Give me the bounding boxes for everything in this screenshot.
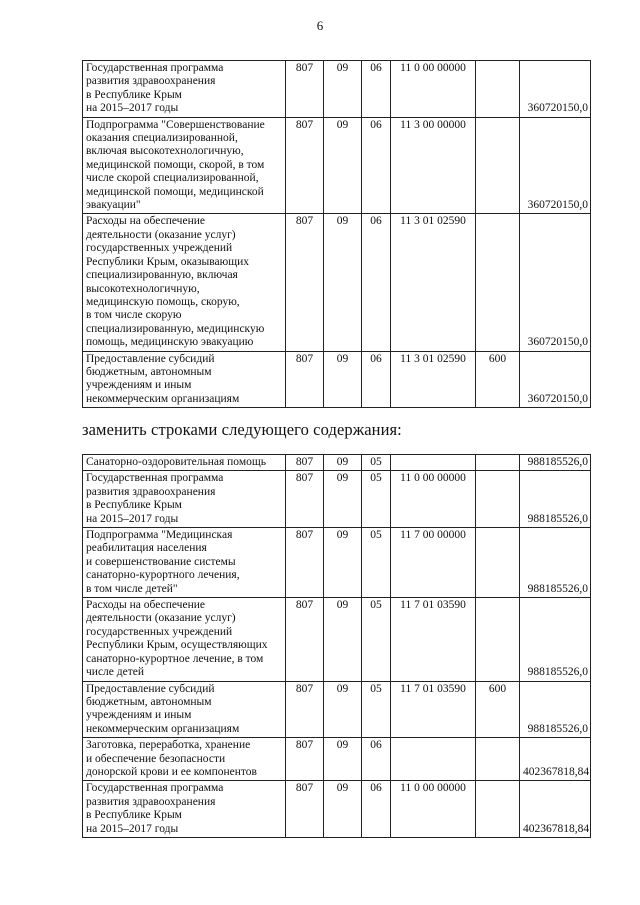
amount: 360720150,0 [520, 351, 591, 408]
section-code: 09 [324, 598, 362, 681]
amount: 402367818,84 [520, 781, 591, 838]
row-name: Санаторно-оздоровительная помощь [83, 455, 286, 471]
subsection-code: 06 [362, 738, 391, 781]
section-code: 09 [324, 351, 362, 408]
expense-type-code [476, 117, 520, 214]
amount: 988185526,0 [520, 681, 591, 738]
subsection-code: 06 [362, 117, 391, 214]
subsection-code: 06 [362, 214, 391, 351]
table-row [83, 455, 591, 471]
section-code: 09 [324, 214, 362, 351]
subsection-code: 05 [362, 598, 391, 681]
ministry-code: 807 [286, 598, 324, 681]
subsection-code: 05 [362, 681, 391, 738]
budget-table-top [82, 60, 591, 408]
target-item-code [391, 455, 476, 471]
row-name: Государственная программа развития здравоохранения в Республике Крым на 2015–2017 годы [83, 61, 286, 118]
section-code: 09 [324, 681, 362, 738]
row-name: Предоставление субсидий бюджетным, автономным учреждениям и иным некоммерческим организациям [83, 681, 286, 738]
subsection-code: 05 [362, 471, 391, 528]
page-number: 6 [316, 18, 324, 33]
section-code: 09 [324, 471, 362, 528]
ministry-code: 807 [286, 351, 324, 408]
amount: 360720150,0 [520, 214, 591, 351]
section-code: 09 [324, 117, 362, 214]
target-item-code: 11 0 00 00000 [391, 781, 476, 838]
amount: 402367818,84 [520, 738, 591, 781]
intro-text: заменить строками следующего содержания: [82, 420, 402, 439]
table-row [83, 471, 591, 528]
subsection-code: 06 [362, 351, 391, 408]
ministry-code: 807 [286, 117, 324, 214]
budget-table-bottom [82, 454, 591, 838]
expense-type-code [476, 781, 520, 838]
ministry-code: 807 [286, 471, 324, 528]
amount: 988185526,0 [520, 598, 591, 681]
amount: 988185526,0 [520, 455, 591, 471]
row-name: Государственная программа развития здравоохранения в Республике Крым на 2015–2017 годы [83, 781, 286, 838]
table-row [83, 738, 591, 781]
row-name: Расходы на обеспечение деятельности (оказание услуг) государственных учреждений Республики Крым, оказывающих специализированную, включая высокотехнологичную, медицинскую помощь, скорую, в том числе скорую специализированную, медицинскую помощь, медицинскую эвакуацию [83, 214, 286, 351]
row-name: Расходы на обеспечение деятельности (оказание услуг) государственных учреждений Республики Крым, осуществляющих санаторно-курортное лечение, в том числе детей [83, 598, 286, 681]
section-code: 09 [324, 455, 362, 471]
ministry-code: 807 [286, 681, 324, 738]
amount: 360720150,0 [520, 117, 591, 214]
row-name: Государственная программа развития здравоохранения в Республике Крым на 2015–2017 годы [83, 471, 286, 528]
amount: 988185526,0 [520, 471, 591, 528]
table-row [83, 351, 591, 408]
target-item-code: 11 0 00 00000 [391, 471, 476, 528]
ministry-code: 807 [286, 455, 324, 471]
table-row [83, 598, 591, 681]
ministry-code: 807 [286, 528, 324, 598]
expense-type-code [476, 455, 520, 471]
subsection-code: 05 [362, 455, 391, 471]
table-row [83, 214, 591, 351]
expense-type-code [476, 471, 520, 528]
ministry-code: 807 [286, 738, 324, 781]
ministry-code: 807 [286, 781, 324, 838]
row-name: Предоставление субсидий бюджетным, автономным учреждениям и иным некоммерческим организациям [83, 351, 286, 408]
section-code: 09 [324, 528, 362, 598]
expense-type-code [476, 738, 520, 781]
table-row [83, 681, 591, 738]
expense-type-code [476, 214, 520, 351]
table-row [83, 781, 591, 838]
subsection-code: 06 [362, 61, 391, 118]
subsection-code: 05 [362, 528, 391, 598]
table-row [83, 61, 591, 118]
target-item-code: 11 3 00 00000 [391, 117, 476, 214]
section-code: 09 [324, 781, 362, 838]
target-item-code: 11 0 00 00000 [391, 61, 476, 118]
table-row [83, 528, 591, 598]
target-item-code: 11 3 01 02590 [391, 351, 476, 408]
ministry-code: 807 [286, 214, 324, 351]
target-item-code: 11 7 00 00000 [391, 528, 476, 598]
subsection-code: 06 [362, 781, 391, 838]
ministry-code: 807 [286, 61, 324, 118]
target-item-code: 11 7 01 03590 [391, 681, 476, 738]
expense-type-code: 600 [476, 681, 520, 738]
expense-type-code: 600 [476, 351, 520, 408]
amount: 360720150,0 [520, 61, 591, 118]
row-name: Подпрограмма "Совершенствование оказания специализированной, включая высокотехнологичную, медицинской помощи, скорой, в том числе скорой специализированной, медицинской помощи, медицинской эвакуации" [83, 117, 286, 214]
target-item-code: 11 3 01 02590 [391, 214, 476, 351]
amount: 988185526,0 [520, 528, 591, 598]
section-code: 09 [324, 738, 362, 781]
row-name: Подпрограмма "Медицинская реабилитация населения и совершенствование системы санаторно-курортного лечения, в том числе детей" [83, 528, 286, 598]
row-name: Заготовка, переработка, хранение и обеспечение безопасности донорской крови и ее компонентов [83, 738, 286, 781]
target-item-code: 11 7 01 03590 [391, 598, 476, 681]
table-row [83, 117, 591, 214]
expense-type-code [476, 598, 520, 681]
expense-type-code [476, 61, 520, 118]
section-code: 09 [324, 61, 362, 118]
target-item-code [391, 738, 476, 781]
expense-type-code [476, 528, 520, 598]
